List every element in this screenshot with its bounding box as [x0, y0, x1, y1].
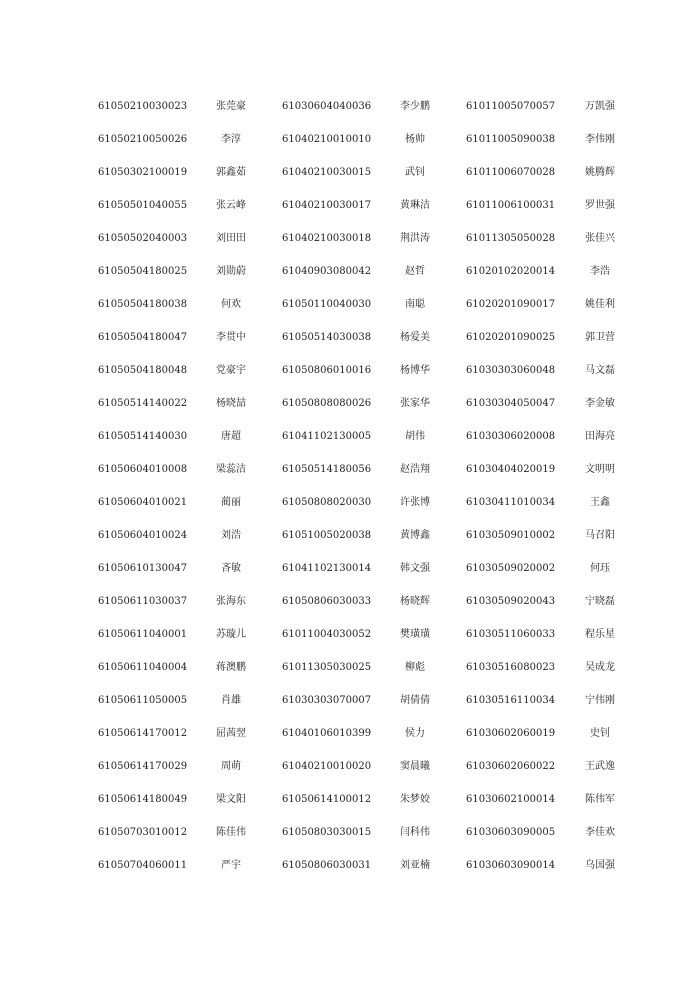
student-id: 61030511060033 — [466, 628, 556, 640]
column-gap — [444, 90, 466, 123]
column-gap — [444, 717, 466, 750]
student-id: 61050210030023 — [98, 100, 188, 112]
student-name: 胡倩倩 — [400, 694, 430, 706]
student-id: 61051005020038 — [282, 529, 372, 541]
student-id: 61030602100014 — [466, 793, 556, 805]
column-gap — [260, 222, 282, 255]
column-gap — [260, 255, 282, 288]
student-id: 61050514030038 — [282, 331, 372, 343]
student-name: 姚佳利 — [585, 298, 615, 310]
student-name: 梁蕊洁 — [216, 463, 246, 475]
student-id: 61030516080023 — [466, 661, 556, 673]
student-name: 窦晨曦 — [400, 760, 430, 772]
column-gap — [260, 486, 282, 519]
table-row — [98, 783, 630, 816]
student-id: 61030516110034 — [466, 694, 556, 706]
column-gap — [260, 849, 282, 882]
student-id: 61040210030018 — [282, 232, 372, 244]
student-id: 61050611050005 — [98, 694, 188, 706]
column-gap — [444, 321, 466, 354]
student-name: 朱梦姣 — [400, 793, 430, 805]
column-gap — [260, 684, 282, 717]
student-id: 61050614170029 — [98, 760, 188, 772]
student-name: 荆洪涛 — [400, 232, 430, 244]
column-gap — [444, 123, 466, 156]
student-id: 61050806030031 — [282, 859, 372, 871]
student-id: 61040210010010 — [282, 133, 372, 145]
column-gap — [444, 519, 466, 552]
student-id: 61050614170012 — [98, 727, 188, 739]
roster-body — [98, 90, 630, 882]
table-row — [98, 717, 630, 750]
student-id: 61050210050026 — [98, 133, 188, 145]
student-id: 61030303070007 — [282, 694, 372, 706]
student-id: 61040210030015 — [282, 166, 372, 178]
table-row — [98, 552, 630, 585]
student-id: 61050806030033 — [282, 595, 372, 607]
student-id: 61030306020008 — [466, 430, 556, 442]
student-name: 杨爱美 — [400, 331, 430, 343]
table-row — [98, 387, 630, 420]
column-gap — [260, 387, 282, 420]
student-name: 屈茜翌 — [216, 727, 246, 739]
student-name: 肖雄 — [221, 694, 241, 706]
student-name: 宁伟刚 — [585, 694, 615, 706]
student-name: 乌国强 — [585, 859, 615, 871]
student-id: 61050611030037 — [98, 595, 188, 607]
student-name: 蔺丽 — [221, 496, 241, 508]
student-name: 黄博鑫 — [400, 529, 430, 541]
student-id: 61050803030015 — [282, 826, 372, 838]
student-id: 61030603090005 — [466, 826, 556, 838]
column-gap — [444, 651, 466, 684]
column-gap — [260, 816, 282, 849]
student-id: 61041102130014 — [282, 562, 372, 574]
student-name: 黄琳洁 — [400, 199, 430, 211]
column-gap — [444, 255, 466, 288]
student-id: 61040210010020 — [282, 760, 372, 772]
student-name: 刘田田 — [216, 232, 246, 244]
table-row — [98, 123, 630, 156]
student-name: 马召阳 — [585, 529, 615, 541]
table-row — [98, 486, 630, 519]
column-gap — [444, 387, 466, 420]
student-id: 61050504180038 — [98, 298, 188, 310]
student-name: 李佳欢 — [585, 826, 615, 838]
column-gap — [444, 420, 466, 453]
column-gap — [444, 816, 466, 849]
student-name: 郭卫营 — [585, 331, 615, 343]
column-gap — [444, 189, 466, 222]
student-id: 61050614100012 — [282, 793, 372, 805]
table-row — [98, 849, 630, 882]
student-name: 程乐星 — [585, 628, 615, 640]
student-id: 61030604040036 — [282, 100, 372, 112]
student-id: 61040903080042 — [282, 265, 372, 277]
student-name: 万凯强 — [585, 100, 615, 112]
student-id: 61041102130005 — [282, 430, 372, 442]
student-name: 唐超 — [221, 430, 241, 442]
student-name: 姚腾辉 — [585, 166, 615, 178]
column-gap — [260, 321, 282, 354]
column-gap — [260, 189, 282, 222]
column-gap — [260, 156, 282, 189]
table-row — [98, 519, 630, 552]
student-id: 61050610130047 — [98, 562, 188, 574]
student-id: 61030602060022 — [466, 760, 556, 772]
column-gap — [260, 354, 282, 387]
student-id: 61050514140022 — [98, 397, 188, 409]
roster-table — [98, 90, 630, 882]
student-name: 赵哲 — [405, 265, 425, 277]
table-row — [98, 651, 630, 684]
column-gap — [260, 420, 282, 453]
student-name: 李淳 — [221, 133, 241, 145]
student-name: 周萌 — [221, 760, 241, 772]
student-id: 61011004030052 — [282, 628, 372, 640]
student-name: 陈佳伟 — [216, 826, 246, 838]
student-id: 61020201090017 — [466, 298, 556, 310]
student-id: 61030509010002 — [466, 529, 556, 541]
column-gap — [260, 552, 282, 585]
table-row — [98, 750, 630, 783]
student-name: 杨晓辉 — [400, 595, 430, 607]
student-name: 闫科伟 — [400, 826, 430, 838]
student-name: 侯力 — [405, 727, 425, 739]
student-id: 61050614180049 — [98, 793, 188, 805]
column-gap — [260, 651, 282, 684]
student-id: 61040210030017 — [282, 199, 372, 211]
column-gap — [260, 717, 282, 750]
student-id: 61050703010012 — [98, 826, 188, 838]
column-gap — [444, 684, 466, 717]
student-id: 61050604010021 — [98, 496, 188, 508]
student-name: 吝敏 — [221, 562, 241, 574]
column-gap — [444, 354, 466, 387]
student-name: 许张博 — [400, 496, 430, 508]
student-id: 61050514140030 — [98, 430, 188, 442]
student-id: 61050514180056 — [282, 463, 372, 475]
student-id: 61050704060011 — [98, 859, 188, 871]
student-name: 苏璇儿 — [216, 628, 246, 640]
student-id: 61050611040001 — [98, 628, 188, 640]
student-name: 南聪 — [405, 298, 425, 310]
column-gap — [260, 618, 282, 651]
student-name: 陈伟军 — [585, 793, 615, 805]
student-name: 刘亚楠 — [400, 859, 430, 871]
student-id: 61050110040030 — [282, 298, 372, 310]
student-id: 61050611040004 — [98, 661, 188, 673]
student-name: 刘浩 — [221, 529, 241, 541]
student-id: 61050502040003 — [98, 232, 188, 244]
student-name: 樊璜璜 — [400, 628, 430, 640]
student-id: 61011006100031 — [466, 199, 556, 211]
student-id: 61030603090014 — [466, 859, 556, 871]
student-name: 马文磊 — [585, 364, 615, 376]
student-id: 61050604010008 — [98, 463, 188, 475]
column-gap — [444, 156, 466, 189]
student-name: 李伟刚 — [585, 133, 615, 145]
column-gap — [444, 288, 466, 321]
student-name: 武钊 — [405, 166, 425, 178]
student-id: 61030304050047 — [466, 397, 556, 409]
student-id: 61030411010034 — [466, 496, 556, 508]
student-id: 61011005070057 — [466, 100, 556, 112]
student-name: 胡伟 — [405, 430, 425, 442]
table-row — [98, 156, 630, 189]
student-id: 61050504180048 — [98, 364, 188, 376]
student-id: 61030303060048 — [466, 364, 556, 376]
student-id: 61030509020043 — [466, 595, 556, 607]
table-row — [98, 684, 630, 717]
student-name: 王武逸 — [585, 760, 615, 772]
column-gap — [260, 453, 282, 486]
student-name: 张海东 — [216, 595, 246, 607]
student-id: 61011005090038 — [466, 133, 556, 145]
table-row — [98, 222, 630, 255]
table-row — [98, 618, 630, 651]
student-name: 张家华 — [400, 397, 430, 409]
column-gap — [444, 222, 466, 255]
student-name: 杨帅 — [405, 133, 425, 145]
column-gap — [444, 585, 466, 618]
student-name: 王鑫 — [590, 496, 610, 508]
student-id: 61050604010024 — [98, 529, 188, 541]
student-name: 张云峰 — [216, 199, 246, 211]
student-name: 梁文阳 — [216, 793, 246, 805]
student-name: 严宇 — [221, 859, 241, 871]
student-id: 61050808020030 — [282, 496, 372, 508]
column-gap — [260, 90, 282, 123]
column-gap — [260, 585, 282, 618]
table-row — [98, 255, 630, 288]
student-name: 罗世强 — [585, 199, 615, 211]
student-name: 柳彪 — [405, 661, 425, 673]
student-name: 党豪宇 — [216, 364, 246, 376]
student-name: 李少鹏 — [400, 100, 430, 112]
student-id: 61011006070028 — [466, 166, 556, 178]
student-name: 宁晓磊 — [585, 595, 615, 607]
student-id: 61020201090025 — [466, 331, 556, 343]
student-id: 61050808080026 — [282, 397, 372, 409]
column-gap — [444, 783, 466, 816]
student-name: 史钊 — [590, 727, 610, 739]
table-row — [98, 453, 630, 486]
column-gap — [444, 849, 466, 882]
column-gap — [444, 750, 466, 783]
column-gap — [444, 552, 466, 585]
student-id: 61050501040055 — [98, 199, 188, 211]
student-id: 61040106010399 — [282, 727, 372, 739]
column-gap — [444, 486, 466, 519]
student-name: 赵浩翔 — [400, 463, 430, 475]
student-id: 61030602060019 — [466, 727, 556, 739]
table-row — [98, 585, 630, 618]
table-row — [98, 816, 630, 849]
table-row — [98, 321, 630, 354]
table-row — [98, 354, 630, 387]
column-gap — [444, 453, 466, 486]
student-name: 文明明 — [585, 463, 615, 475]
student-name: 田海亮 — [585, 430, 615, 442]
student-name: 杨博华 — [400, 364, 430, 376]
student-name: 何欢 — [221, 298, 241, 310]
student-id: 61050806010016 — [282, 364, 372, 376]
student-name: 吴成龙 — [585, 661, 615, 673]
column-gap — [260, 783, 282, 816]
student-id: 61050504180047 — [98, 331, 188, 343]
student-name: 张佳兴 — [585, 232, 615, 244]
student-id: 61030404020019 — [466, 463, 556, 475]
column-gap — [444, 618, 466, 651]
column-gap — [260, 750, 282, 783]
column-gap — [260, 123, 282, 156]
table-row — [98, 189, 630, 222]
student-id: 61030509020002 — [466, 562, 556, 574]
student-id: 61011305030025 — [282, 661, 372, 673]
student-id: 61050302100019 — [98, 166, 188, 178]
column-gap — [260, 288, 282, 321]
student-name: 郭鑫茹 — [216, 166, 246, 178]
student-name: 李金敏 — [585, 397, 615, 409]
table-row — [98, 420, 630, 453]
student-name: 李浩 — [590, 265, 610, 277]
student-id: 61011305050028 — [466, 232, 556, 244]
student-name: 刘勋蔚 — [216, 265, 246, 277]
student-name: 李贯中 — [216, 331, 246, 343]
student-name: 韩文强 — [400, 562, 430, 574]
student-name: 张莞豪 — [216, 100, 246, 112]
student-name: 何珏 — [590, 562, 610, 574]
student-id: 61020102020014 — [466, 265, 556, 277]
student-name: 杨晓喆 — [216, 397, 246, 409]
table-row — [98, 288, 630, 321]
student-name: 蒋澳鹏 — [216, 661, 246, 673]
column-gap — [260, 519, 282, 552]
table-row — [98, 90, 630, 123]
student-id: 61050504180025 — [98, 265, 188, 277]
